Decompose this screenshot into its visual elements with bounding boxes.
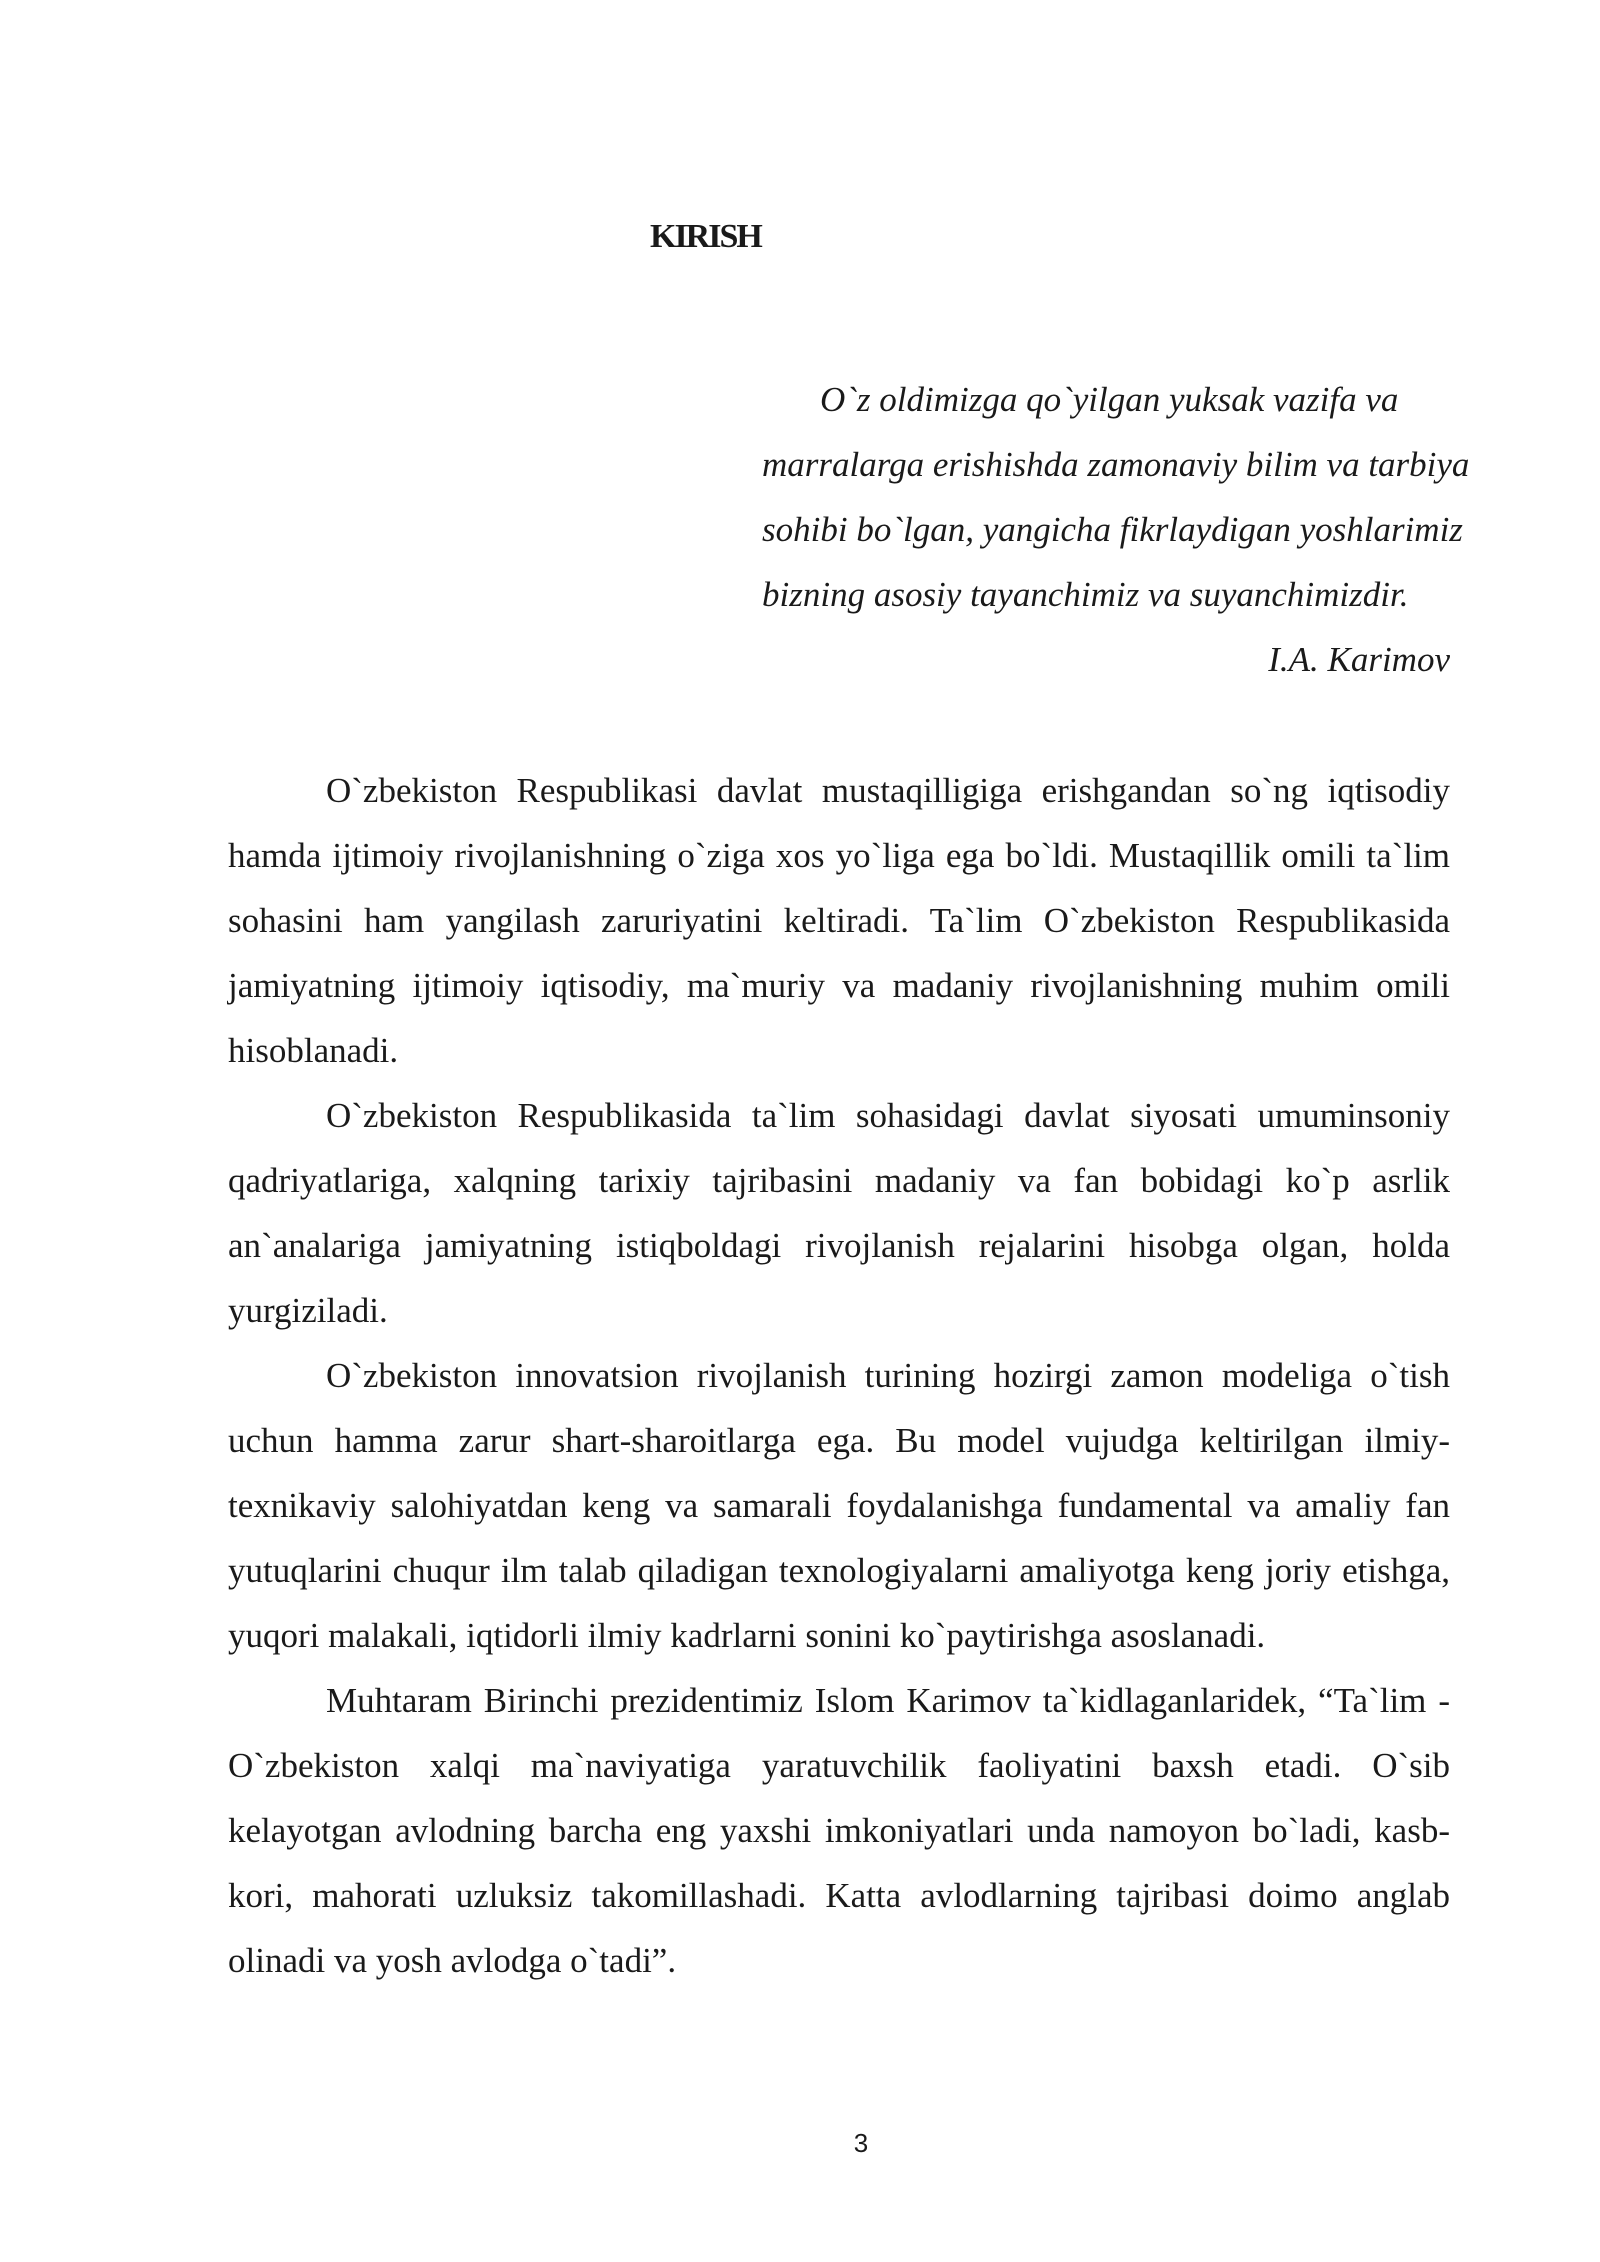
epigraph-line: marralarga erishishda zamonaviy bilim va tarbiya <box>762 445 1470 484</box>
epigraph-line: bizning asosiy tayanchimiz va suyanchimizdir. <box>762 575 1409 614</box>
paragraph: O`zbekiston Respublikasida ta`lim sohasidagi davlat siyosati umuminsoniy qadriyatlariga, xalqning tarixiy tajribasini madaniy va fan bobidagi ko`p asrlik an`analariga jamiyatning istiqboldagi rivojlanish rejalarini hisobga olgan, holda yurgiziladi. <box>228 1096 1450 1330</box>
epigraph-line: O`z oldimizga qo`yilgan yuksak vazifa va <box>820 380 1399 419</box>
paragraph: O`zbekiston Respublikasi davlat mustaqilligiga erishgandan so`ng iqtisodiy hamda ijtimoiy rivojlanishning o`ziga xos yo`liga ega bo`ldi. Mustaqillik omili ta`lim sohasini ham yangilash zaruriyatini keltiradi. Ta`lim O`zbekiston Respublikasida jamiyatning ijtimoiy iqtisodiy, ma`muriy va madaniy rivojlanishning muhim omili hisoblanadi. <box>228 771 1450 1070</box>
epigraph-line: sohibi bo`lgan, yangicha fikrlaydigan yoshlarimiz <box>762 510 1463 549</box>
epigraph-author: I.A. Karimov <box>1268 640 1450 679</box>
page-number: 3 <box>853 2128 869 2158</box>
paragraph: O`zbekiston innovatsion rivojlanish turining hozirgi zamon modeliga o`tish uchun hamma zarur shart-sharoitlarga ega. Bu model vujudga keltirilgan ilmiy-texnikaviy salohiyatdan keng va samarali foydalanishga fundamental va amaliy fan yutuqlarini chuqur ilm talab qiladigan texnologiyalarni amaliyotga keng joriy etishga, yuqori malakali, iqtidorli ilmiy kadrlarni sonini ko`paytirishga asoslanadi. <box>228 1356 1450 1655</box>
epigraph <box>762 367 1542 692</box>
page-title: KIRISH <box>650 218 761 255</box>
paragraph: Muhtaram Birinchi prezidentimiz Islom Karimov ta`kidlaganlaridek, “Ta`lim - O`zbekiston xalqi ma`naviyatiga yaratuvchilik faoliyatini baxsh etadi. O`sib kelayotgan avlodning barcha eng yaxshi imkoniyatlari unda namoyon bo`ladi, kasb-kori, mahorati uzluksiz takomillashadi. Katta avlodlarning tajribasi doimo anglab olinadi va yosh avlodga o`tadi”. <box>228 1681 1450 1980</box>
body-text <box>228 758 1450 1993</box>
